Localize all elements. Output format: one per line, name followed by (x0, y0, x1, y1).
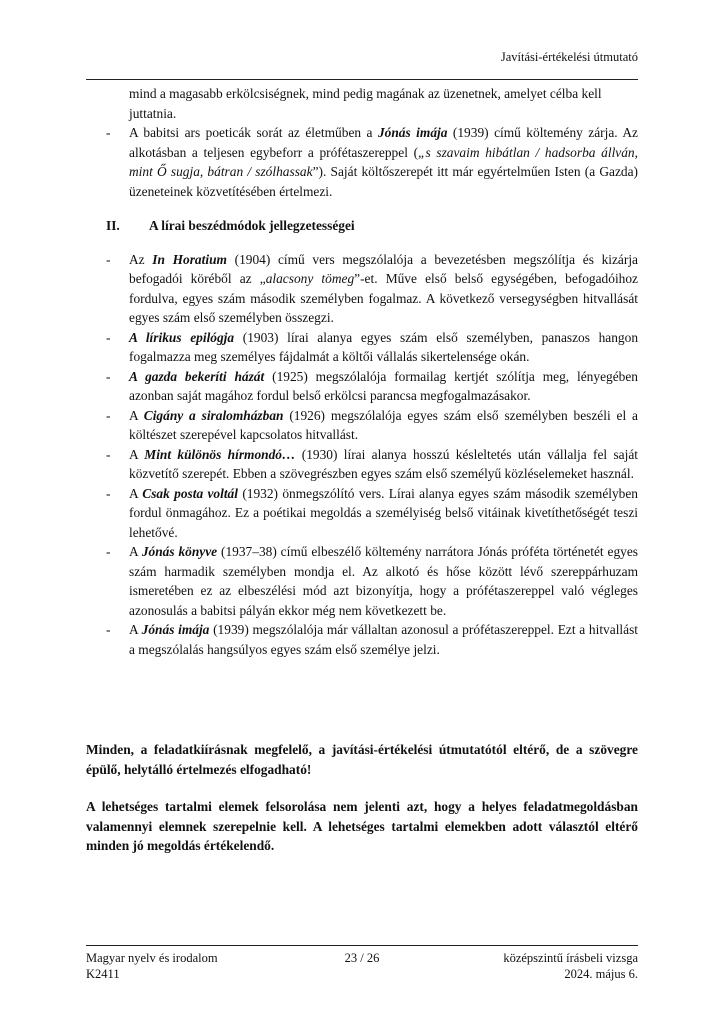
work-title: Jónás könyve (141, 544, 218, 559)
section-title: A lírai beszédmódok jellegzetességei (149, 218, 355, 233)
footer-subject: Magyar nyelv és irodalom (86, 951, 218, 965)
list-item-jonas-zarja: - A babitsi ars poeticák sorát az életműben a Jónás imája (1939) című költemény zárja. Az alkotásban a teljesen egybeforr a prófétaszereppel („s szavaim hibátlan / hadsorba állván, mint Ő sugja, bátran / szólhassak”). Saját költőszerepét itt már egyértelműen Isten (a Gazda) üzeneteinek közvetítésében értelmezi. (106, 125, 638, 199)
bullet-dash: - (106, 407, 111, 423)
bullet-dash: - (106, 485, 111, 501)
list-item-in-horatium: - Az In Horatium (1904) című vers megszólalója a bevezetésben megszólítja és kizárja befogadói köréből az „alacsony tömeg”-et. Műve első belső egységében, befogadóihoz fordulva, egyes szám második személyben fogalmaz. A következő versegységben hitvallását egyes szám első személyben összegzi. (106, 251, 639, 325)
list-item-cigany: - A Cigány a siralomházban (1926) megszólalója egyes szám első személyben beszéli el a költészet szerepével kapcsolatos hitvallást. (106, 407, 638, 442)
section-number: II. (106, 218, 120, 233)
note-content-elements: A lehetséges tartalmi elemek felsorolása nem jelenti azt, hogy a helyes feladatmegoldásban valamennyi elemnek szerepelnie kell. A lehetséges tartalmi elemekben adott választól eltérő minden jó megoldás értékelendő. (86, 799, 638, 853)
note-acceptance: Minden, a feladatkiírásnak megfelelő, a javítási-értékelési útmutatótól eltérő, de a szövegre épülő, helytálló értelmezés elfogadható! (86, 742, 638, 777)
work-title: Cigány a siralomházban (143, 407, 284, 423)
list-item-lirikus-epilogja: - A lírikus epilógja (1903) lírai alanya egyes szám első személyben, panaszos hangon fogalmazza meg személyes fájdalmát a költői vállalás sikertelensége okán. (106, 329, 639, 364)
list-item-jonas-konyve: - A Jónás könyve (1937–38) című elbeszélő költemény narrátora Jónás próféta történetét egyes szám harmadik személyben mondja el. Az alkotó és hőse között lévő szereppárhuzam ismeretében ez az elbeszélési mód azt bizonyítja, hogy a prófétaszereppel való végleges azonosulás a babitsi pályán ekkor még nem következett be. (106, 544, 639, 618)
list-item-gazda: - A gazda bekeríti házát (1925) megszólalója formailag kertjét szólítja meg, lényegében azonban saját magához fordul belső erkölcsi parancsa megfogalmazásakor. (106, 368, 638, 403)
work-title: A lírikus epilógja (129, 329, 235, 345)
bullet-dash: - (106, 368, 111, 384)
list-item-csak-posta: - A Csak posta voltál (1932) önmegszólító vers. Lírai alanya egyes szám második személyben fordul önmagához. Ez a poétikai megoldás a személyiség belső vitáinak kivetíthetőségét teszi lehetővé. (106, 485, 639, 540)
running-header: Javítási-értékelési útmutató (500, 50, 638, 64)
work-title: Csak posta voltál (142, 485, 238, 501)
quote: „s szavaim hibátlan / hadsorba állván, mint Ő sugja, bátran / szólhassak (129, 144, 638, 179)
list-item-hirmondo: - A Mint különös hírmondó… (1930) lírai alanya hosszú késleltetés után vállalja fel saját közvetítő szerepét. Ebben a szövegrészben egyes szám első személyű közléselemeket használ. (106, 446, 639, 481)
bullet-dash: - (106, 251, 111, 267)
quote: alacsony tömeg (265, 271, 355, 286)
header-rule (86, 79, 638, 80)
bullet-dash: - (106, 446, 111, 462)
work-title: In Horatium (152, 251, 227, 267)
bullet-dash: - (106, 329, 111, 345)
footer-rule (86, 945, 638, 946)
bullet-dash: - (106, 622, 111, 637)
footer-code: K2411 (86, 967, 120, 981)
list-item-jonas-imaja: - A Jónás imája (1939) megszólalója már vállaltan azonosul a prófétaszereppel. Ezt a hitvallást a megszólalás hangsúlyos egyes szám első személye jelzi. (106, 622, 639, 657)
section-heading (86, 216, 638, 236)
bullet-dash: - (106, 544, 111, 559)
footer-exam: középszintű írásbeli vizsga (503, 951, 638, 965)
work-title: A gazda bekeríti házát (129, 368, 265, 384)
page-number: 23 / 26 (344, 951, 380, 965)
work-title: Jónás imája (377, 125, 448, 140)
footer-date: 2024. május 6. (564, 967, 638, 981)
work-title: Jónás imája (141, 622, 210, 637)
bullet-dash: - (106, 125, 111, 140)
intro-line-2: juttatnia. (129, 105, 177, 121)
intro-line-1: mind a magasabb erkölcsiségnek, mind pedig magának az üzenetnek, amelyet célba kell (129, 86, 602, 101)
work-title: Mint különös hírmondó… (144, 446, 296, 462)
document-body (86, 84, 638, 659)
